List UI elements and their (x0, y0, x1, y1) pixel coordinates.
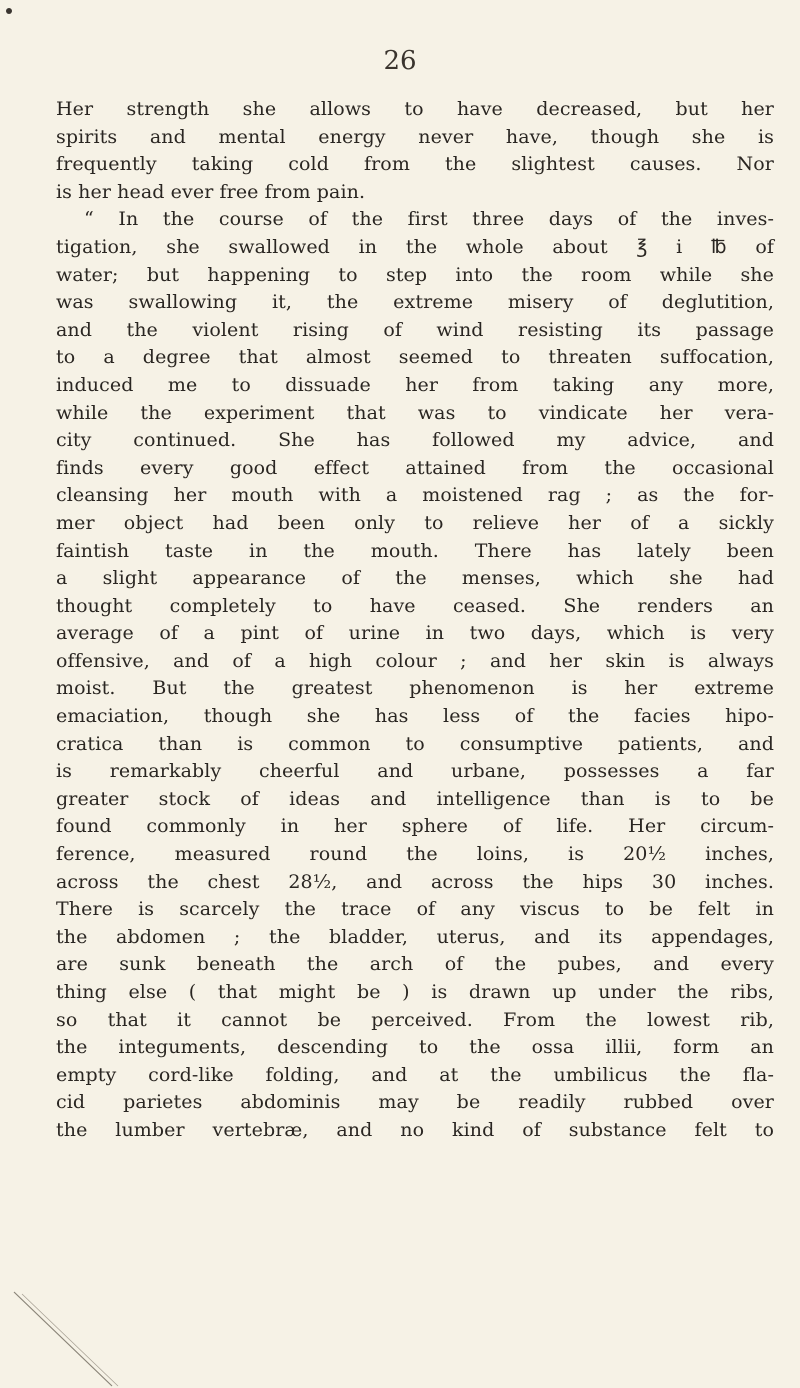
text-line: greater stock of ideas and intelligence than is to be (56, 787, 774, 810)
text-line: average of a pint of urine in two days, which is very (56, 622, 774, 645)
text-line: was swallowing it, the extreme misery of deglutition, (56, 291, 774, 314)
text-line: and the violent rising of wind resisting its passage (56, 318, 774, 341)
text-line: a slight appearance of the menses, which she had (56, 567, 774, 590)
text-line: thought completely to have ceased. She renders an (56, 594, 774, 617)
body-text (56, 96, 774, 1145)
text-line: induced me to dissuade her from taking any more, (56, 373, 774, 396)
text-line: thing else ( that might be ) is drawn up under the ribs, (56, 981, 774, 1003)
text-line: Her strength she allows to have decreased, but her (56, 98, 774, 120)
text-line: spirits and mental energy never have, though she is (56, 125, 774, 148)
text-line: cleansing her mouth with a moistened rag ; as the for- (56, 484, 774, 507)
text-line: ference, measured round the loins, is 20½ inches, (56, 843, 774, 866)
text-line: cid parietes abdominis may be readily rubbed over (56, 1091, 774, 1114)
text-line: while the experiment that was to vindicate her vera- (56, 401, 774, 424)
text-line: moist. But the greatest phenomenon is her extreme (56, 677, 774, 700)
ink-spot (6, 8, 12, 14)
text-line: faintish taste in the mouth. There has lately been (56, 539, 774, 562)
text-line: city continued. She has followed my advice, and (56, 429, 774, 452)
text-line: the integuments, descending to the ossa illii, form an (56, 1036, 774, 1059)
text-line: found commonly in her sphere of life. Her circum- (56, 815, 774, 838)
text-line: There is scarcely the trace of any viscus to be felt in (56, 898, 774, 921)
text-line: frequently taking cold from the slightest causes. Nor (56, 153, 774, 176)
text-line: is her head ever free from pain. (56, 180, 366, 203)
text-line: are sunk beneath the arch of the pubes, and every (56, 953, 774, 976)
text-line: finds every good effect attained from the occasional (56, 456, 774, 479)
text-line: the lumber vertebræ, and no kind of substance felt to (56, 1118, 774, 1141)
text-line: across the chest 28½, and across the hips 30 inches. (56, 870, 774, 893)
text-line: empty cord-like folding, and at the umbilicus the fla- (56, 1063, 774, 1086)
text-line: to a degree that almost seemed to threaten suffocation, (56, 346, 774, 369)
text-line: emaciation, though she has less of the facies hipo- (56, 705, 774, 728)
text-line: cratica than is common to consumptive patients, and (56, 732, 774, 755)
page-number: 26 (383, 46, 417, 76)
text-line: “ In the course of the first three days of the inves- (84, 208, 774, 231)
corner-pencil-mark (0, 1290, 140, 1388)
text-line: mer object had been only to relieve her of a sickly (56, 511, 774, 534)
text-line: tigation, she swallowed in the whole about ℥ i ℔ of (56, 235, 774, 258)
text-line: the abdomen ; the bladder, uterus, and its appendages, (56, 925, 774, 948)
text-line: offensive, and of a high colour ; and her skin is always (56, 649, 774, 672)
text-line: is remarkably cheerful and urbane, possesses a far (56, 760, 774, 783)
text-line: water; but happening to step into the room while she (56, 263, 774, 286)
text-line: so that it cannot be perceived. From the lowest rib, (56, 1008, 774, 1031)
